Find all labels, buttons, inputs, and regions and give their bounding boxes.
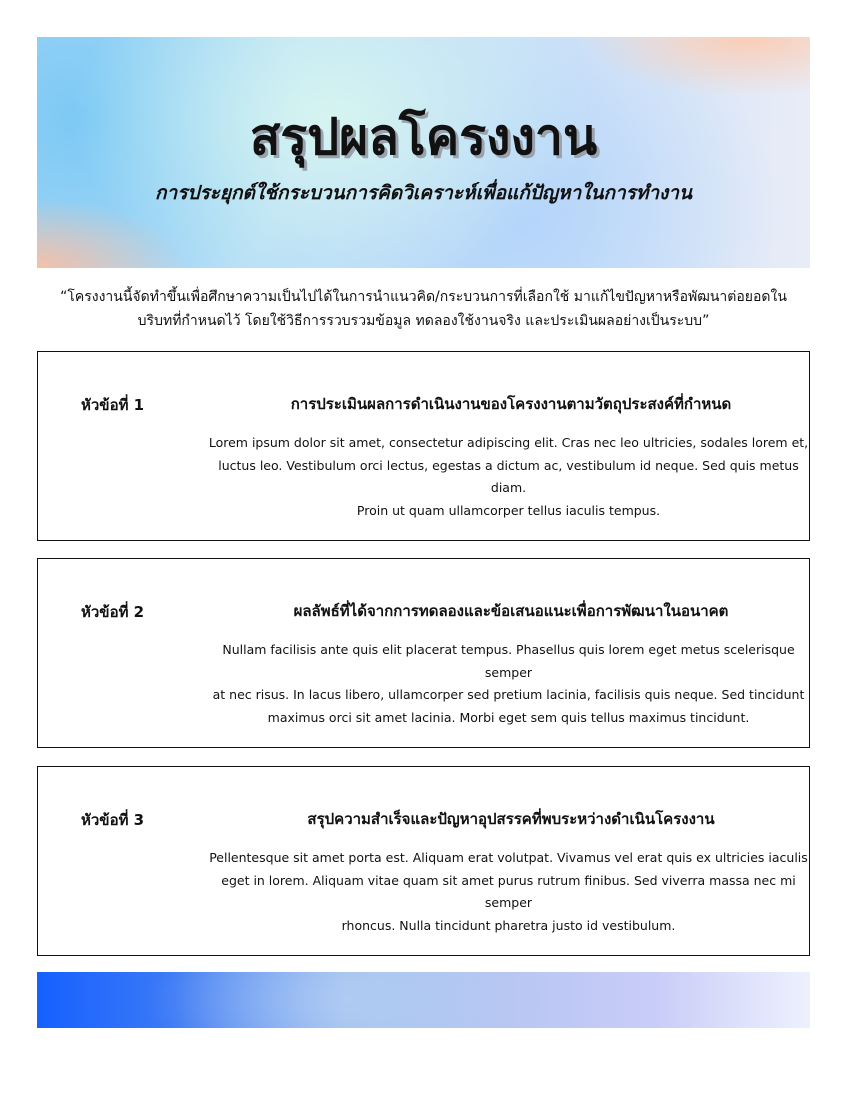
section-card-1: [37, 351, 810, 541]
body-line: Pellentesque sit amet porta est. Aliquam erat volutpat. Vivamus vel erat quis ex ultricies iaculis: [209, 850, 808, 865]
section-body: [208, 847, 809, 937]
body-line: eget in lorem. Aliquam vitae quam sit amet purus rutrum finibus. Sed viverra massa nec mi semper: [221, 872, 796, 910]
intro-line-2: บริบทที่กำหนดไว้ โดยใช้วิธีการรวบรวมข้อมูล ทดลองใช้งานจริง และประเมินผลอย่างเป็นระบบ”: [137, 313, 710, 329]
section-body: [208, 432, 809, 522]
section-heading: การประเมินผลการดำเนินงานของโครงงานตามวัตถุประสงค์ที่กำหนด: [290, 395, 732, 413]
section-card-2: [37, 558, 810, 748]
body-line: Proin ut quam ullamcorper tellus iaculis tempus.: [356, 502, 661, 518]
intro-quote: [37, 285, 810, 333]
body-line: luctus leo. Vestibulum orci lectus, egestas a dictum ac, vestibulum id neque. Sed quis metus diam.: [218, 457, 799, 495]
section-label: หัวข้อที่ 2: [81, 603, 145, 621]
section-label: หัวข้อที่ 3: [81, 811, 145, 829]
section-heading: ผลลัพธ์ที่ได้จากการทดลองและข้อเสนอแนะเพื่อการพัฒนาในอนาคต: [293, 602, 729, 620]
page-subtitle: การประยุกต์ใช้กระบวนการคิดวิเคราะห์เพื่อแก้ปัญหาในการทำงาน: [155, 182, 692, 204]
body-line: Nullam facilisis ante quis elit placerat tempus. Phasellus quis lorem eget metus scelerisque semper: [222, 642, 795, 680]
header-banner: [37, 37, 810, 268]
section-body: [208, 639, 809, 729]
body-line: rhoncus. Nulla tincidunt pharetra justo id vestibulum.: [341, 917, 676, 933]
footer-gradient-bar: [37, 972, 810, 1028]
body-line: at nec risus. In lacus libero, ullamcorper sed pretium lacinia, facilisis quis neque. Sed tincidunt: [212, 687, 805, 702]
page-title: สรุปผลโครงงาน: [249, 108, 598, 166]
intro-line-1: “โครงงานนี้จัดทำขึ้นเพื่อศึกษาความเป็นไปได้ในการนำแนวคิด/กระบวนการที่เลือกใช้ มาแก้ไขปัญหาหรือพัฒนาต่อยอดใน: [60, 289, 787, 305]
section-label: หัวข้อที่ 1: [81, 396, 145, 414]
section-card-3: [37, 766, 810, 956]
body-line: maximus orci sit amet lacinia. Morbi eget sem quis tellus maximus tincidunt.: [267, 709, 750, 725]
body-line: Lorem ipsum dolor sit amet, consectetur adipiscing elit. Cras nec leo ultricies, sodales lorem et,: [208, 435, 809, 450]
section-heading: สรุปความสำเร็จและปัญหาอุปสรรคที่พบระหว่างดำเนินโครงงาน: [307, 810, 715, 828]
